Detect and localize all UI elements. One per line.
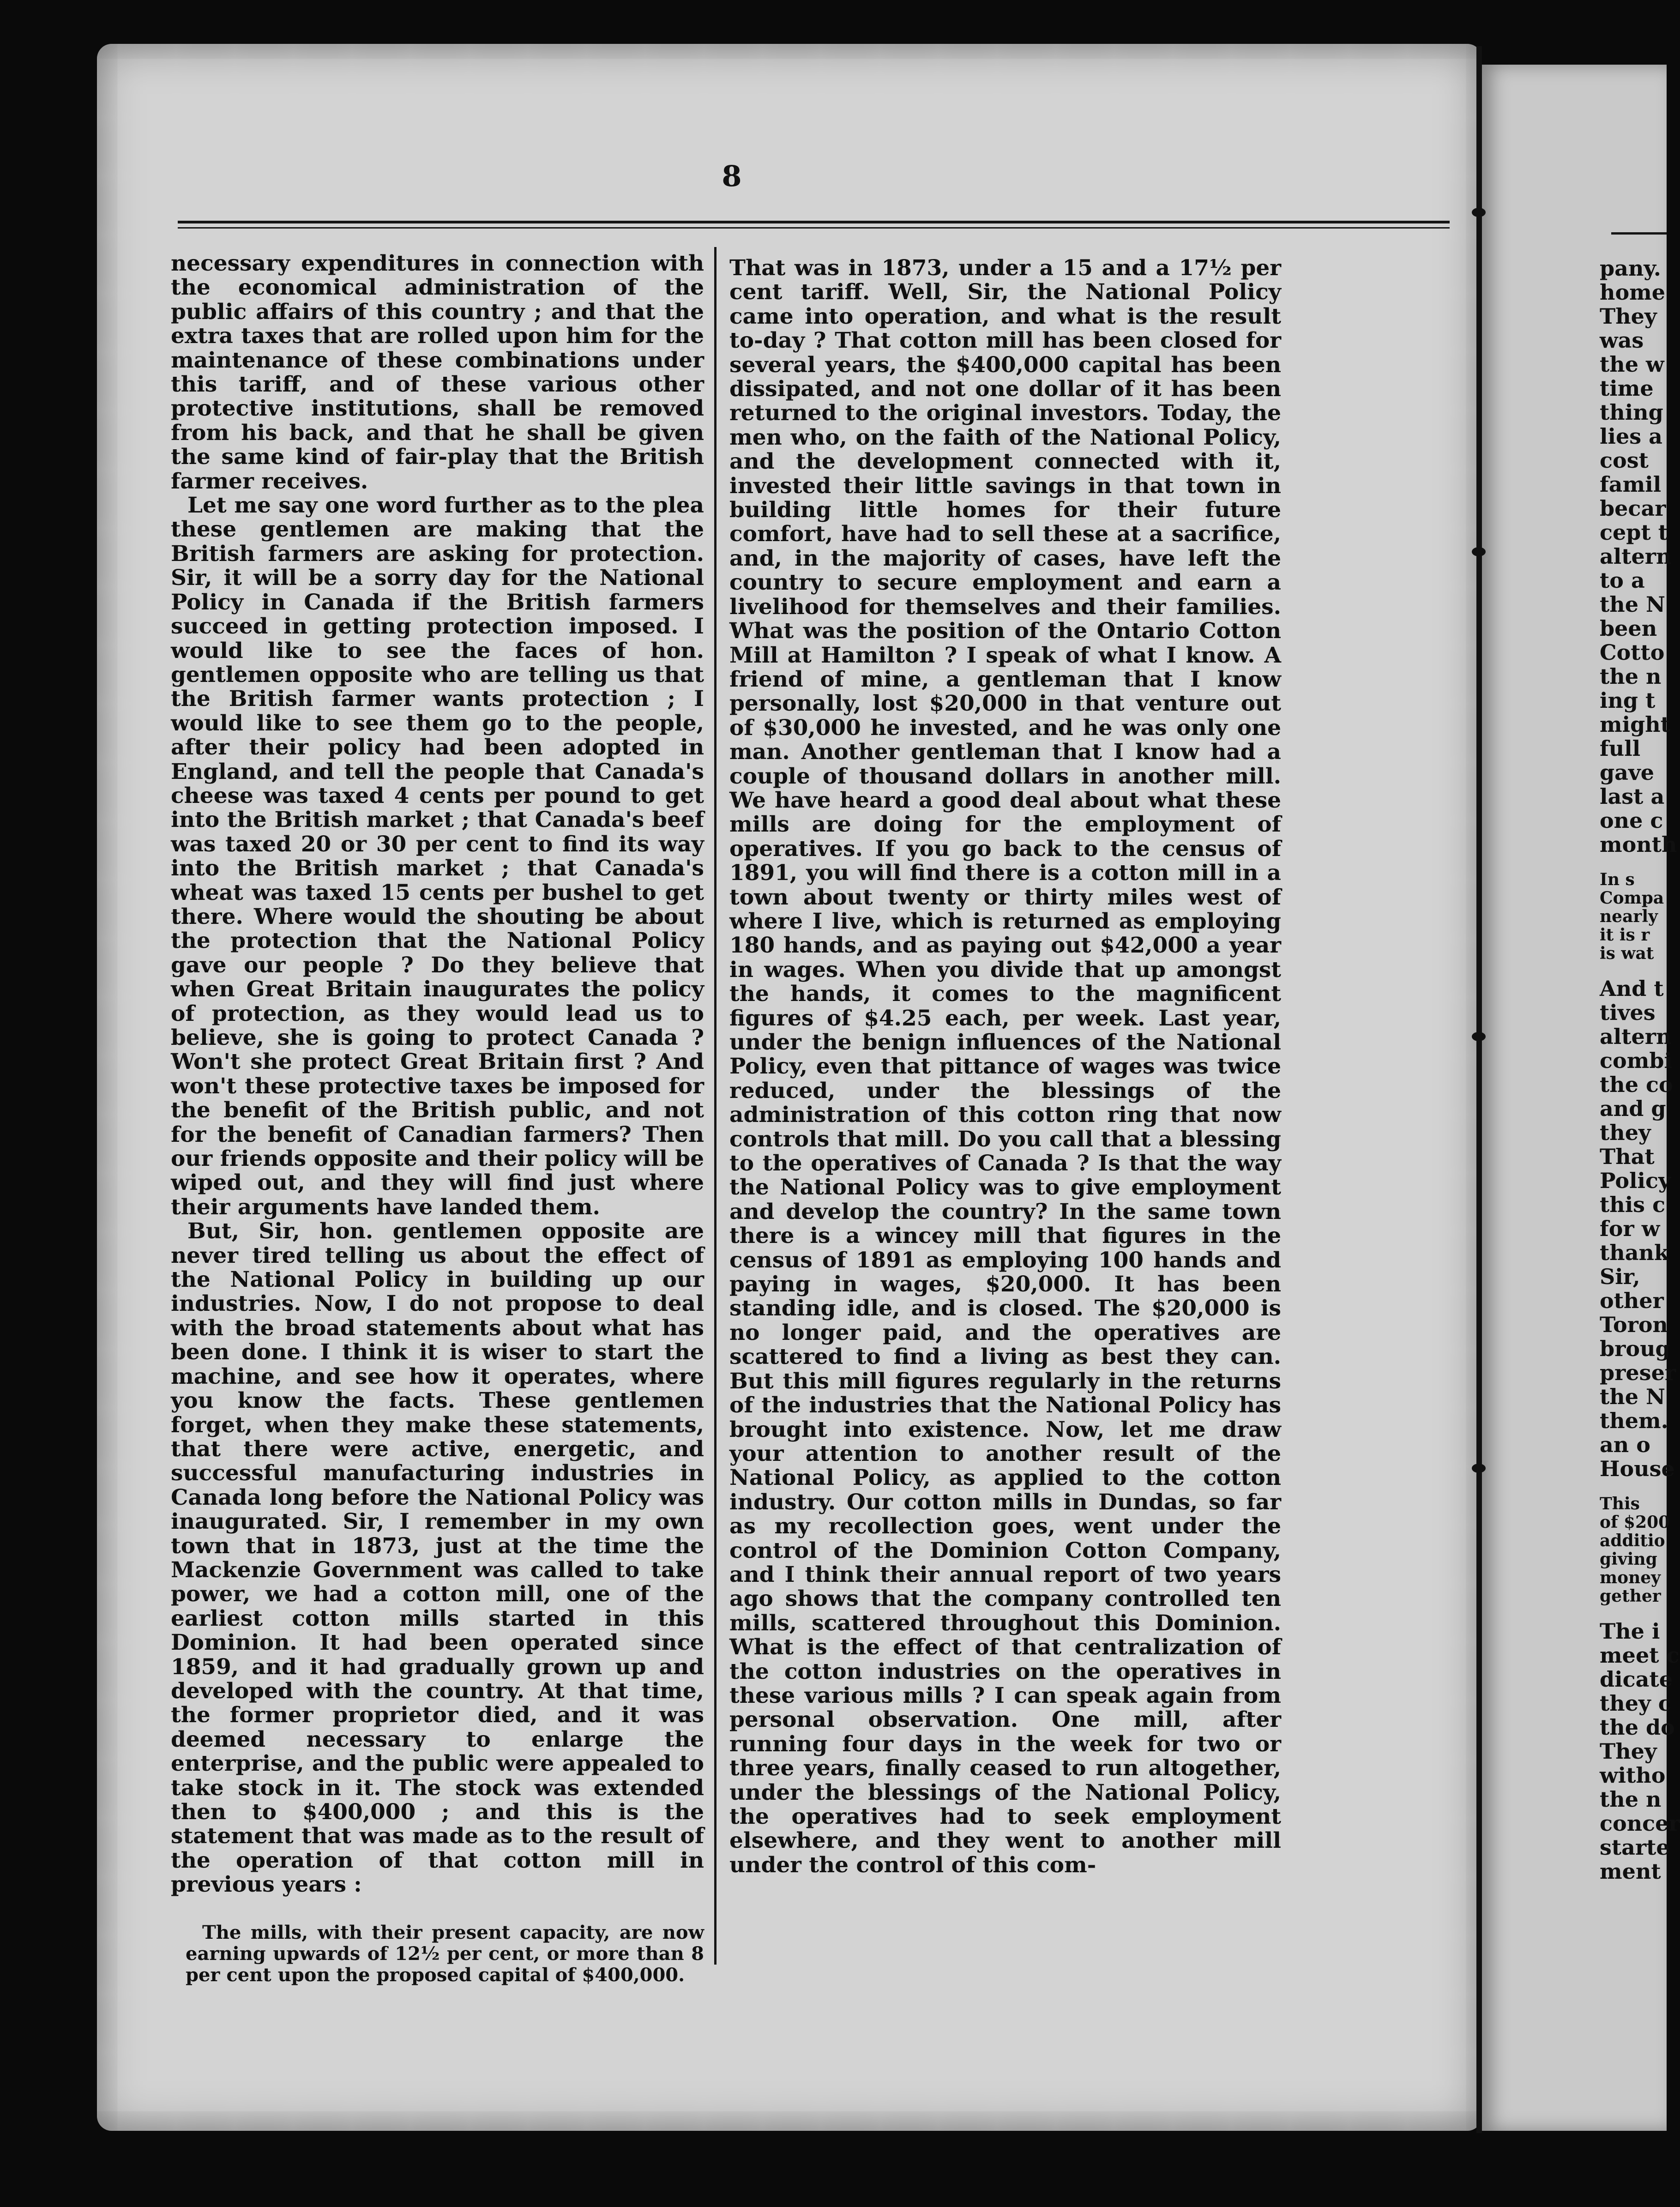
right-fragment-line: ment (1600, 1859, 1661, 1884)
binding-stitch (1472, 1464, 1486, 1473)
right-fragment-line: an o (1600, 1432, 1650, 1457)
right-fragment-line: cost (1600, 448, 1649, 473)
binding-stitch (1472, 1032, 1486, 1041)
binding-stitch (1472, 208, 1486, 217)
right-fragment-line: cept t (1600, 520, 1668, 545)
right-fragment-line: starte (1600, 1835, 1670, 1860)
right-fragment-line: meet c (1600, 1643, 1680, 1668)
right-fragment-line: Cotto (1600, 640, 1665, 665)
right-fragment-line: been (1600, 616, 1657, 641)
right-fragment-line: Sir, (1600, 1264, 1640, 1289)
right-fragment-line: And t (1600, 976, 1664, 1001)
right-fragment-group (1600, 976, 1676, 1481)
right-fragment-line: the N (1600, 1384, 1666, 1409)
right-fragment-line: time (1600, 376, 1654, 401)
right-fragment-line: is wat (1600, 944, 1654, 963)
right-fragment-line: money (1600, 1568, 1661, 1587)
right-fragment-group (1600, 256, 1677, 857)
paragraph: That was in 1873, under a 15 and a 17½ per cent tariff. Well, Sir, the National Policy came into operation, and what is the result to-day ? That cotton mill has been closed for several years, the $400,000 capital has been dissipated, and not one dollar of it has been returned to the original investors. Today, the men who, on the faith of the National Policy, and the development connected with it, invested their little savings in that town in building little homes for their future comfort, have had to sell these at a sacrifice, and, in the majority of cases, have left the country to secure employment and earn a livelihood for themselves and their families. What was the position of the Ontario Cotton Mill at Hamilton ? I speak of what I know. A friend of mine, a gentleman that I know personally, lost $20,000 in that venture out of $30,000 he invested, and he was only one man. Another gentleman that I know had a couple of thousand dollars in another mill. We have heard a good deal about what these mills are doing for the employment of operatives. If you go back to the census of 1891, you will find there is a cotton mill in a town about twenty or thirty miles west of where I live, which is returned as employing 180 hands, and as paying out $42,000 a year in wages. When you divide that up amongst the hands, it comes to the magnificent figures of $4.25 each, per week. Last year, under the benign influences of the National Policy, even that pittance of wages was twice reduced, under the blessings of the administration of this cotton ring that now controls that mill. Do you call that a blessing to the operatives of Canada ? Is that the way the National Policy was to give employment and develop the country? In the same town there is a wincey mill that figures in the census of 1891 as employing 100 hands and paying in wages, $20,000. It has been standing idle, and is closed. The $20,000 is no longer paid, and the operatives are scattered to find a living as best they can. But this mill figures regularly in the returns of the industries that the National Policy has brought into existence. Now, let me draw your attention to another result of the National Policy, as applied to the cotton industry. Our cotton mills in Dundas, so far as my recollection goes, went under the control of the Dominion Cotton Company, and I think their annual report of two years ago shows that the company controlled ten mills, scattered throughout this Dominion. What is the effect of that centralization of the cotton industries on the operatives in these various mills ? I can speak again from personal observation. One mill, after running four days in the week for two or three years, finally ceased to run altogether, under the blessings of the National Policy, the operatives had to seek employment elsewhere, and they went to another mill under the control of this com- (729, 255, 1281, 1878)
right-fragment-line: altern (1600, 1024, 1672, 1049)
header-rule-thin (178, 227, 1450, 229)
right-fragment-line: tives (1600, 1000, 1656, 1025)
right-fragment-line: broug (1600, 1336, 1670, 1361)
right-fragment-line: This (1600, 1494, 1640, 1514)
middle-column (729, 256, 1281, 1877)
page-number: 8 (722, 159, 742, 193)
right-fragment-line: might (1600, 712, 1671, 737)
right-fragment-line: month (1600, 832, 1677, 857)
right-fragment-line: House (1600, 1456, 1675, 1481)
right-fragment-line: witho (1600, 1763, 1666, 1788)
next-page-header-rule (1611, 232, 1667, 235)
right-fragment-line: They (1600, 304, 1657, 329)
binding-spine (1476, 46, 1482, 2133)
right-fragment-line: them. (1600, 1408, 1668, 1433)
left-column (171, 252, 704, 1986)
right-fragment-line: That (1600, 1144, 1655, 1169)
paragraph: necessary expenditures in connection with the economical administration of the public affairs of this country ; and that the extra taxes that are rolled upon him for the maintenance of these combinations under this tariff, and of these various other protective institutions, shall be removed from his back, and that he shall be given the same kind of fair-play that the British farmer receives. (171, 251, 704, 494)
right-fragment-line: combi (1600, 1048, 1673, 1073)
right-fragment-line: to a (1600, 568, 1645, 593)
right-fragment-line: one c (1600, 808, 1663, 833)
right-fragment-line: the n (1600, 1787, 1662, 1812)
right-fragment-line: pany. (1600, 256, 1661, 281)
right-fragment-line: additio (1600, 1531, 1665, 1550)
right-fragment-line: the do (1600, 1715, 1675, 1740)
right-fragment-line: ing t (1600, 688, 1656, 713)
right-fragment-line: and g (1600, 1096, 1666, 1121)
right-fragment-line: gave (1600, 760, 1654, 785)
right-fragment-line: was (1600, 328, 1644, 353)
right-fragment-line: dicate (1600, 1667, 1673, 1692)
right-fragment-line: it is r (1600, 925, 1650, 945)
right-fragment-line: other (1600, 1288, 1664, 1313)
right-fragment-line: They (1600, 1739, 1657, 1764)
right-column-fragment (1600, 256, 1680, 1897)
block-quote: The mills, with their present capacity, are now earning upwards of 12½ per cent, or more than 8 per cent upon the proposed capital of $400,000. (186, 1921, 704, 1986)
right-fragment-line: In s (1600, 870, 1635, 889)
right-fragment-line: giving (1600, 1550, 1657, 1569)
right-fragment-line: Compa (1600, 888, 1664, 908)
right-fragment-line: becar (1600, 496, 1666, 521)
right-fragment-line: home (1600, 280, 1666, 305)
binding-stitch (1472, 547, 1486, 556)
right-fragment-line: famil (1600, 472, 1662, 497)
right-fragment-line: The i (1600, 1619, 1660, 1644)
column-separator (714, 247, 717, 1965)
right-fragment-line: full (1600, 736, 1641, 761)
right-fragment-line: for w (1600, 1216, 1660, 1241)
right-fragment-line: lies a (1600, 424, 1662, 449)
right-fragment-line: they c (1600, 1691, 1671, 1716)
right-fragment-line: preser (1600, 1360, 1676, 1385)
right-fragment-line: the w (1600, 352, 1664, 377)
right-fragment-line: Toron (1600, 1312, 1668, 1337)
right-fragment-line: they (1600, 1120, 1651, 1145)
right-fragment-line: altern (1600, 544, 1672, 569)
right-fragment-line: the co (1600, 1072, 1673, 1097)
header-rule (178, 221, 1450, 223)
right-fragment-line: the n (1600, 664, 1662, 689)
right-fragment-line: of $200 (1600, 1513, 1670, 1532)
right-fragment-group (1600, 1494, 1670, 1606)
right-fragment-group (1600, 870, 1667, 963)
right-fragment-line: concer (1600, 1811, 1680, 1836)
right-fragment-line: last a (1600, 784, 1665, 809)
right-fragment-line: gether (1600, 1586, 1661, 1606)
right-fragment-line: Policy (1600, 1168, 1671, 1193)
right-fragment-line: thing (1600, 400, 1663, 425)
right-fragment-group (1600, 1619, 1680, 1884)
right-fragment-line: thank (1600, 1240, 1669, 1265)
paragraph: But, Sir, hon. gentlemen opposite are never tired telling us about the effect of the National Policy in building up our industries. Now, I do not propose to deal with the broad statements about what has been done. I think it is wiser to start the machine, and see how it operates, where you know the facts. These gentlemen forget, when they make these statements, that there were active, energetic, and successful manufacturing industries in Canada long before the National Policy was inaugurated. Sir, I remember in my own town that in 1873, just at the time the Mackenzie Government was called to take power, we had a cotton mill, one of the earliest cotton mills started in this Dominion. It had been operated since 1859, and it had gradually grown up and developed with the country. At that time, the former proprietor died, and it was deemed necessary to enlarge the enterprise, and the public were appealed to take stock in it. The stock was extended then to $400,000 ; and this is the statement that was made as to the result of the operation of that cotton mill in previous years : (171, 1218, 704, 1898)
right-fragment-line: the N (1600, 592, 1666, 617)
right-fragment-line: this c (1600, 1192, 1666, 1217)
paragraph: Let me say one word further as to the plea these gentlemen are making that the British farmers are asking for protection. Sir, it will be a sorry day for the National Policy in Canada if the British farmers succeed in getting protection imposed. I would like to see the faces of hon. gentlemen opposite who are telling us that the British farmer wants protection ; I would like to see them go to the people, after their policy had been adopted in England, and tell the people that Canada's cheese was taxed 4 cents per pound to get into the British market ; that Canada's beef was taxed 20 or 30 per cent to find its way into the British market ; that Canada's wheat was taxed 15 cents per bushel to get there. Where would the shouting be about the protection that the National Policy gave our people ? Do they believe that when Great Britain inaugurates the policy of protection, as they would lead us to believe, she is going to protect Canada ? Won't she protect Great Britain first ? And won't these protective taxes be imposed for the benefit of the British public, and not for the benefit of Canadian farmers? Then our friends opposite and their policy will be wiped out, and they will find just where their arguments have landed them. (171, 493, 704, 1220)
right-fragment-line: nearly (1600, 907, 1658, 926)
